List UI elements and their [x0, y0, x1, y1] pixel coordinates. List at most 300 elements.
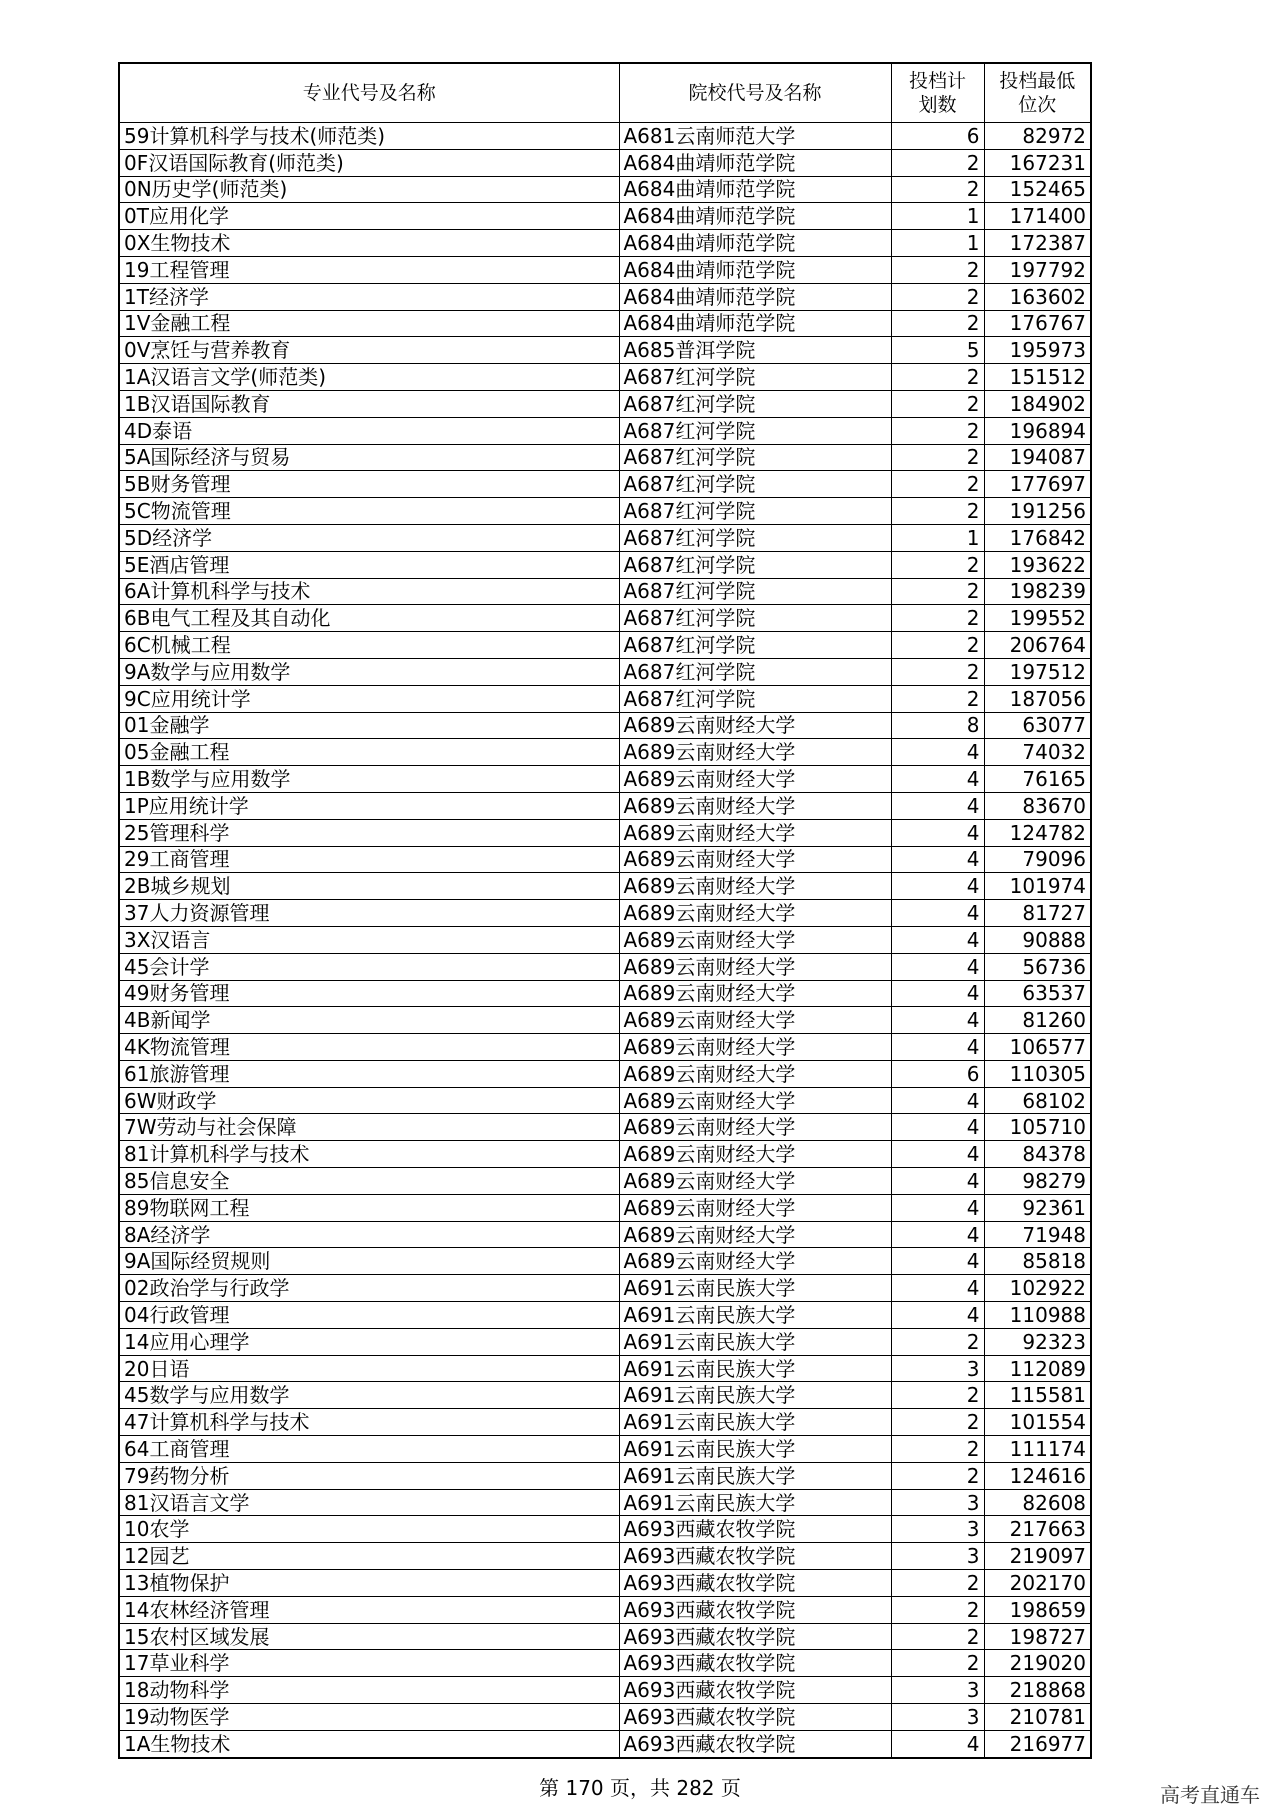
table-row: [119, 578, 1091, 605]
cell-major: 81汉语言文学: [119, 1489, 619, 1516]
cell-school: A687红河学院: [619, 605, 891, 632]
table-row: [119, 953, 1091, 980]
cell-school: A689云南财经大学: [619, 1248, 891, 1275]
cell-major: 29工商管理: [119, 846, 619, 873]
cell-plan: 3: [891, 1489, 984, 1516]
cell-major: 5B财务管理: [119, 471, 619, 498]
cell-school: A689云南财经大学: [619, 739, 891, 766]
cell-rank: 83670: [984, 792, 1091, 819]
cell-plan: 4: [891, 1302, 984, 1329]
table-row: [119, 1007, 1091, 1034]
cell-school: A689云南财经大学: [619, 1034, 891, 1061]
table-row: [119, 149, 1091, 176]
cell-rank: 111174: [984, 1436, 1091, 1463]
cell-rank: 81727: [984, 900, 1091, 927]
table-row: [119, 1730, 1091, 1757]
table-row: [119, 498, 1091, 525]
cell-school: A687红河学院: [619, 524, 891, 551]
cell-major: 19动物医学: [119, 1704, 619, 1731]
cell-major: 17草业科学: [119, 1650, 619, 1677]
cell-major: 59计算机科学与技术(师范类): [119, 123, 619, 150]
cell-school: A689云南财经大学: [619, 1007, 891, 1034]
cell-rank: 163602: [984, 283, 1091, 310]
cell-plan: 2: [891, 1650, 984, 1677]
cell-rank: 63077: [984, 712, 1091, 739]
table-row: [119, 1194, 1091, 1221]
cell-major: 45会计学: [119, 953, 619, 980]
table-row: [119, 1677, 1091, 1704]
cell-school: A689云南财经大学: [619, 1221, 891, 1248]
table-row: [119, 792, 1091, 819]
cell-rank: 197512: [984, 658, 1091, 685]
cell-plan: 4: [891, 739, 984, 766]
cell-school: A693西藏农牧学院: [619, 1623, 891, 1650]
cell-rank: 218868: [984, 1677, 1091, 1704]
cell-major: 6B电气工程及其自动化: [119, 605, 619, 632]
cell-plan: 2: [891, 1409, 984, 1436]
table-row: [119, 1221, 1091, 1248]
table-row: [119, 739, 1091, 766]
cell-rank: 79096: [984, 846, 1091, 873]
cell-plan: 2: [891, 685, 984, 712]
cell-major: 9A数学与应用数学: [119, 658, 619, 685]
cell-school: A689云南财经大学: [619, 792, 891, 819]
cell-major: 1A生物技术: [119, 1730, 619, 1757]
cell-major: 1B汉语国际教育: [119, 390, 619, 417]
table-row: [119, 283, 1091, 310]
cell-plan: 4: [891, 1275, 984, 1302]
cell-rank: 90888: [984, 926, 1091, 953]
cell-rank: 195973: [984, 337, 1091, 364]
cell-plan: 2: [891, 1462, 984, 1489]
cell-major: 05金融工程: [119, 739, 619, 766]
cell-rank: 217663: [984, 1516, 1091, 1543]
cell-school: A681云南师范大学: [619, 123, 891, 150]
cell-major: 0T应用化学: [119, 203, 619, 230]
table-row: [119, 1141, 1091, 1168]
cell-rank: 198239: [984, 578, 1091, 605]
table-row: [119, 900, 1091, 927]
cell-school: A687红河学院: [619, 444, 891, 471]
cell-plan: 2: [891, 310, 984, 337]
table-row: [119, 203, 1091, 230]
cell-plan: 2: [891, 578, 984, 605]
cell-plan: 4: [891, 1087, 984, 1114]
cell-plan: 6: [891, 1060, 984, 1087]
cell-rank: 82608: [984, 1489, 1091, 1516]
table-row: [119, 658, 1091, 685]
cell-rank: 63537: [984, 980, 1091, 1007]
cell-major: 61旅游管理: [119, 1060, 619, 1087]
table-row: [119, 685, 1091, 712]
cell-school: A689云南财经大学: [619, 819, 891, 846]
cell-major: 85信息安全: [119, 1168, 619, 1195]
cell-plan: 1: [891, 230, 984, 257]
cell-major: 14农林经济管理: [119, 1596, 619, 1623]
cell-school: A685普洱学院: [619, 337, 891, 364]
cell-plan: 2: [891, 417, 984, 444]
cell-plan: 4: [891, 1141, 984, 1168]
cell-major: 2B城乡规划: [119, 873, 619, 900]
cell-school: A689云南财经大学: [619, 953, 891, 980]
cell-plan: 1: [891, 524, 984, 551]
cell-plan: 4: [891, 926, 984, 953]
cell-school: A689云南财经大学: [619, 1168, 891, 1195]
cell-major: 49财务管理: [119, 980, 619, 1007]
table-row: [119, 444, 1091, 471]
cell-school: A687红河学院: [619, 685, 891, 712]
cell-school: A684曲靖师范学院: [619, 310, 891, 337]
cell-plan: 4: [891, 900, 984, 927]
cell-rank: 197792: [984, 256, 1091, 283]
cell-major: 4B新闻学: [119, 1007, 619, 1034]
cell-rank: 202170: [984, 1570, 1091, 1597]
cell-school: A691云南民族大学: [619, 1275, 891, 1302]
header-row: [119, 63, 1091, 123]
table-row: [119, 1355, 1091, 1382]
cell-school: A693西藏农牧学院: [619, 1704, 891, 1731]
table-row: [119, 1034, 1091, 1061]
table-row: [119, 1704, 1091, 1731]
cell-school: A689云南财经大学: [619, 873, 891, 900]
cell-major: 13植物保护: [119, 1570, 619, 1597]
table-row: [119, 471, 1091, 498]
cell-school: A691云南民族大学: [619, 1409, 891, 1436]
table-row: [119, 123, 1091, 150]
cell-school: A689云南财经大学: [619, 846, 891, 873]
cell-plan: 6: [891, 123, 984, 150]
cell-school: A687红河学院: [619, 578, 891, 605]
cell-school: A689云南财经大学: [619, 1194, 891, 1221]
cell-school: A691云南民族大学: [619, 1355, 891, 1382]
cell-rank: 172387: [984, 230, 1091, 257]
table-row: [119, 310, 1091, 337]
cell-major: 5E酒店管理: [119, 551, 619, 578]
table-row: [119, 1462, 1091, 1489]
table-row: [119, 846, 1091, 873]
cell-rank: 101554: [984, 1409, 1091, 1436]
cell-major: 5D经济学: [119, 524, 619, 551]
table-row: [119, 1516, 1091, 1543]
cell-rank: 210781: [984, 1704, 1091, 1731]
table-row: [119, 1596, 1091, 1623]
table-row: [119, 1302, 1091, 1329]
cell-plan: 2: [891, 1436, 984, 1463]
header-major: 专业代号及名称: [119, 63, 619, 123]
cell-rank: 101974: [984, 873, 1091, 900]
cell-school: A693西藏农牧学院: [619, 1596, 891, 1623]
cell-major: 1T经济学: [119, 283, 619, 310]
table-row: [119, 926, 1091, 953]
header-rank-line1: 投档最低: [999, 70, 1076, 92]
cell-rank: 152465: [984, 176, 1091, 203]
cell-plan: 4: [891, 980, 984, 1007]
header-plan-line1: 投档计: [908, 70, 966, 92]
cell-rank: 184902: [984, 390, 1091, 417]
table-row: [119, 1087, 1091, 1114]
cell-school: A684曲靖师范学院: [619, 230, 891, 257]
cell-rank: 81260: [984, 1007, 1091, 1034]
cell-rank: 124782: [984, 819, 1091, 846]
cell-school: A689云南财经大学: [619, 980, 891, 1007]
cell-rank: 68102: [984, 1087, 1091, 1114]
header-plan: [891, 63, 984, 123]
cell-rank: 151512: [984, 364, 1091, 391]
table-row: [119, 1382, 1091, 1409]
table-row: [119, 417, 1091, 444]
cell-rank: 177697: [984, 471, 1091, 498]
cell-rank: 219020: [984, 1650, 1091, 1677]
cell-rank: 196894: [984, 417, 1091, 444]
cell-rank: 216977: [984, 1730, 1091, 1757]
cell-rank: 187056: [984, 685, 1091, 712]
cell-plan: 3: [891, 1516, 984, 1543]
cell-major: 1A汉语言文学(师范类): [119, 364, 619, 391]
header-plan-line2: 划数: [918, 94, 957, 116]
cell-rank: 105710: [984, 1114, 1091, 1141]
cell-major: 81计算机科学与技术: [119, 1141, 619, 1168]
table-row: [119, 1436, 1091, 1463]
cell-plan: 4: [891, 1248, 984, 1275]
cell-rank: 92361: [984, 1194, 1091, 1221]
table-row: [119, 176, 1091, 203]
cell-major: 0V烹饪与营养教育: [119, 337, 619, 364]
table-row: [119, 980, 1091, 1007]
table-row: [119, 766, 1091, 793]
cell-rank: 102922: [984, 1275, 1091, 1302]
cell-school: A689云南财经大学: [619, 1087, 891, 1114]
watermark-text: 高考直通车: [1160, 1783, 1260, 1807]
table-body: [119, 123, 1091, 1758]
cell-major: 6C机械工程: [119, 632, 619, 659]
cell-rank: 171400: [984, 203, 1091, 230]
cell-major: 45数学与应用数学: [119, 1382, 619, 1409]
cell-major: 20日语: [119, 1355, 619, 1382]
cell-school: A689云南财经大学: [619, 1114, 891, 1141]
cell-plan: 2: [891, 176, 984, 203]
cell-school: A687红河学院: [619, 417, 891, 444]
cell-rank: 124616: [984, 1462, 1091, 1489]
cell-major: 01金融学: [119, 712, 619, 739]
cell-plan: 2: [891, 1382, 984, 1409]
cell-school: A687红河学院: [619, 632, 891, 659]
table-row: [119, 1248, 1091, 1275]
cell-major: 3X汉语言: [119, 926, 619, 953]
cell-rank: 110988: [984, 1302, 1091, 1329]
cell-plan: 4: [891, 1034, 984, 1061]
cell-school: A684曲靖师范学院: [619, 176, 891, 203]
cell-major: 4K物流管理: [119, 1034, 619, 1061]
cell-school: A691云南民族大学: [619, 1436, 891, 1463]
cell-plan: 2: [891, 1570, 984, 1597]
header-rank-line2: 位次: [1018, 94, 1057, 116]
cell-plan: 4: [891, 1194, 984, 1221]
cell-plan: 5: [891, 337, 984, 364]
cell-major: 1V金融工程: [119, 310, 619, 337]
cell-major: 14应用心理学: [119, 1328, 619, 1355]
cell-major: 0N历史学(师范类): [119, 176, 619, 203]
cell-school: A691云南民族大学: [619, 1382, 891, 1409]
table-row: [119, 1328, 1091, 1355]
cell-major: 37人力资源管理: [119, 900, 619, 927]
cell-major: 18动物科学: [119, 1677, 619, 1704]
cell-plan: 2: [891, 471, 984, 498]
cell-major: 12园艺: [119, 1543, 619, 1570]
cell-school: A689云南财经大学: [619, 766, 891, 793]
cell-major: 1B数学与应用数学: [119, 766, 619, 793]
cell-school: A689云南财经大学: [619, 900, 891, 927]
table-row: [119, 1570, 1091, 1597]
cell-plan: 2: [891, 1328, 984, 1355]
cell-plan: 4: [891, 1114, 984, 1141]
table-row: [119, 1409, 1091, 1436]
cell-major: 9A国际经贸规则: [119, 1248, 619, 1275]
cell-plan: 2: [891, 605, 984, 632]
cell-plan: 2: [891, 658, 984, 685]
table-row: [119, 1623, 1091, 1650]
cell-plan: 2: [891, 390, 984, 417]
cell-rank: 115581: [984, 1382, 1091, 1409]
page-number: 第 170 页，共 282 页: [539, 1776, 741, 1800]
admission-table: [118, 62, 1092, 1759]
cell-plan: 1: [891, 203, 984, 230]
cell-major: 6W财政学: [119, 1087, 619, 1114]
cell-school: A687红河学院: [619, 364, 891, 391]
cell-plan: 2: [891, 498, 984, 525]
cell-school: A693西藏农牧学院: [619, 1650, 891, 1677]
cell-school: A687红河学院: [619, 658, 891, 685]
table-row: [119, 1650, 1091, 1677]
cell-school: A689云南财经大学: [619, 1060, 891, 1087]
cell-major: 47计算机科学与技术: [119, 1409, 619, 1436]
cell-major: 10农学: [119, 1516, 619, 1543]
cell-plan: 2: [891, 283, 984, 310]
cell-rank: 191256: [984, 498, 1091, 525]
cell-school: A684曲靖师范学院: [619, 283, 891, 310]
cell-plan: 2: [891, 1623, 984, 1650]
table-row: [119, 1060, 1091, 1087]
cell-major: 0F汉语国际教育(师范类): [119, 149, 619, 176]
cell-rank: 167231: [984, 149, 1091, 176]
cell-school: A691云南民族大学: [619, 1328, 891, 1355]
cell-school: A689云南财经大学: [619, 712, 891, 739]
cell-plan: 2: [891, 256, 984, 283]
cell-major: 0X生物技术: [119, 230, 619, 257]
cell-school: A684曲靖师范学院: [619, 256, 891, 283]
cell-major: 1P应用统计学: [119, 792, 619, 819]
cell-plan: 2: [891, 632, 984, 659]
cell-major: 79药物分析: [119, 1462, 619, 1489]
cell-major: 15农村区域发展: [119, 1623, 619, 1650]
cell-plan: 4: [891, 873, 984, 900]
cell-school: A693西藏农牧学院: [619, 1570, 891, 1597]
cell-rank: 74032: [984, 739, 1091, 766]
cell-plan: 4: [891, 1007, 984, 1034]
table-row: [119, 551, 1091, 578]
cell-plan: 2: [891, 364, 984, 391]
cell-major: 8A经济学: [119, 1221, 619, 1248]
cell-rank: 76165: [984, 766, 1091, 793]
table-row: [119, 1114, 1091, 1141]
cell-school: A691云南民族大学: [619, 1462, 891, 1489]
cell-school: A687红河学院: [619, 471, 891, 498]
cell-major: 64工商管理: [119, 1436, 619, 1463]
cell-plan: 4: [891, 1168, 984, 1195]
table-row: [119, 1168, 1091, 1195]
cell-major: 19工程管理: [119, 256, 619, 283]
cell-plan: 3: [891, 1704, 984, 1731]
cell-rank: 85818: [984, 1248, 1091, 1275]
table-row: [119, 1275, 1091, 1302]
cell-plan: 2: [891, 551, 984, 578]
cell-school: A693西藏农牧学院: [619, 1677, 891, 1704]
cell-plan: 3: [891, 1543, 984, 1570]
table-row: [119, 1543, 1091, 1570]
table-row: [119, 230, 1091, 257]
cell-school: A687红河学院: [619, 390, 891, 417]
cell-rank: 193622: [984, 551, 1091, 578]
header-school: 院校代号及名称: [619, 63, 891, 123]
cell-major: 04行政管理: [119, 1302, 619, 1329]
cell-major: 89物联网工程: [119, 1194, 619, 1221]
cell-rank: 176842: [984, 524, 1091, 551]
cell-rank: 199552: [984, 605, 1091, 632]
cell-major: 5C物流管理: [119, 498, 619, 525]
cell-rank: 176767: [984, 310, 1091, 337]
cell-school: A684曲靖师范学院: [619, 203, 891, 230]
table-row: [119, 256, 1091, 283]
table-row: [119, 632, 1091, 659]
cell-rank: 84378: [984, 1141, 1091, 1168]
cell-school: A693西藏农牧学院: [619, 1730, 891, 1757]
cell-plan: 4: [891, 1730, 984, 1757]
cell-plan: 3: [891, 1677, 984, 1704]
cell-school: A691云南民族大学: [619, 1489, 891, 1516]
cell-major: 7W劳动与社会保障: [119, 1114, 619, 1141]
cell-rank: 110305: [984, 1060, 1091, 1087]
cell-plan: 4: [891, 766, 984, 793]
cell-school: A689云南财经大学: [619, 1141, 891, 1168]
table-row: [119, 819, 1091, 846]
cell-major: 02政治学与行政学: [119, 1275, 619, 1302]
cell-school: A684曲靖师范学院: [619, 149, 891, 176]
cell-plan: 4: [891, 846, 984, 873]
cell-rank: 194087: [984, 444, 1091, 471]
cell-plan: 2: [891, 444, 984, 471]
cell-rank: 92323: [984, 1328, 1091, 1355]
cell-school: A687红河学院: [619, 498, 891, 525]
cell-rank: 112089: [984, 1355, 1091, 1382]
cell-rank: 56736: [984, 953, 1091, 980]
cell-school: A693西藏农牧学院: [619, 1543, 891, 1570]
cell-major: 9C应用统计学: [119, 685, 619, 712]
table-row: [119, 390, 1091, 417]
cell-rank: 71948: [984, 1221, 1091, 1248]
cell-rank: 206764: [984, 632, 1091, 659]
cell-plan: 4: [891, 792, 984, 819]
cell-rank: 198727: [984, 1623, 1091, 1650]
cell-rank: 82972: [984, 123, 1091, 150]
table-row: [119, 712, 1091, 739]
cell-school: A691云南民族大学: [619, 1302, 891, 1329]
cell-plan: 4: [891, 953, 984, 980]
table-row: [119, 337, 1091, 364]
cell-rank: 98279: [984, 1168, 1091, 1195]
cell-plan: 3: [891, 1355, 984, 1382]
cell-school: A687红河学院: [619, 551, 891, 578]
cell-school: A693西藏农牧学院: [619, 1516, 891, 1543]
table-row: [119, 1489, 1091, 1516]
